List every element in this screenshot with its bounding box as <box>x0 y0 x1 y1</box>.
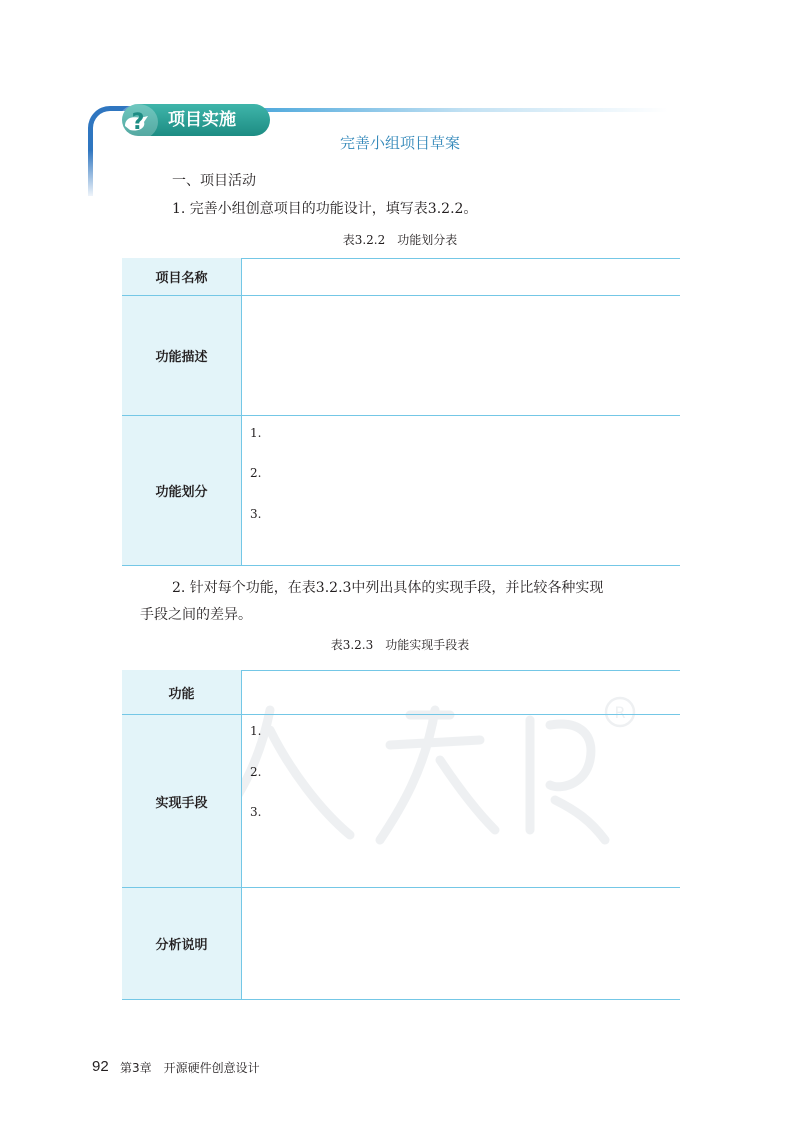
list-item: 3. <box>250 805 262 819</box>
table1-caption: 表3.2.2 功能划分表 <box>342 233 458 247</box>
list-item: 3. <box>250 507 262 521</box>
table-row <box>122 258 680 296</box>
table-row <box>122 670 680 715</box>
table-row <box>122 888 680 1000</box>
instruction-1: 1. 完善小组创意项目的功能设计，填写表3.2.2。 <box>172 201 478 217</box>
header-decor-fade <box>84 150 96 200</box>
instruction-2-line2: 手段之间的差异。 <box>140 607 252 623</box>
section-badge-label: 项目实施 <box>168 110 236 130</box>
table-row <box>122 715 680 888</box>
row-label-analysis-notes: 分析说明 <box>122 888 242 999</box>
list-item: 1. <box>250 426 262 440</box>
svg-text:?: ? <box>131 110 145 135</box>
function-division-table <box>122 258 680 566</box>
row-label-function-description: 功能描述 <box>122 296 242 415</box>
instruction-2-line1: 2. 针对每个功能，在表3.2.3中列出具体的实现手段，并比较各种实现 <box>172 580 604 596</box>
section-title: 完善小组项目草案 <box>339 134 460 152</box>
table-row <box>122 296 680 416</box>
function-implementation-table <box>122 670 680 1000</box>
row-label-function-division: 功能划分 <box>122 416 242 565</box>
row-label-function: 功能 <box>122 670 242 714</box>
list-item: 2. <box>250 466 262 480</box>
question-bubble-icon <box>116 102 160 142</box>
page-number: 92 <box>92 1058 109 1075</box>
activity-heading: 一、项目活动 <box>172 173 256 189</box>
table2-caption: 表3.2.3 功能实现手段表 <box>330 638 470 652</box>
row-label-implementation-means: 实现手段 <box>122 715 242 887</box>
header-decor-line <box>258 108 668 112</box>
row-label-project-name: 项目名称 <box>122 258 242 295</box>
chapter-title: 第3章 开源硬件创意设计 <box>120 1061 260 1075</box>
list-item: 1. <box>250 724 262 738</box>
svg-text:R: R <box>614 703 626 722</box>
list-item: 2. <box>250 765 262 779</box>
table-row <box>122 416 680 566</box>
